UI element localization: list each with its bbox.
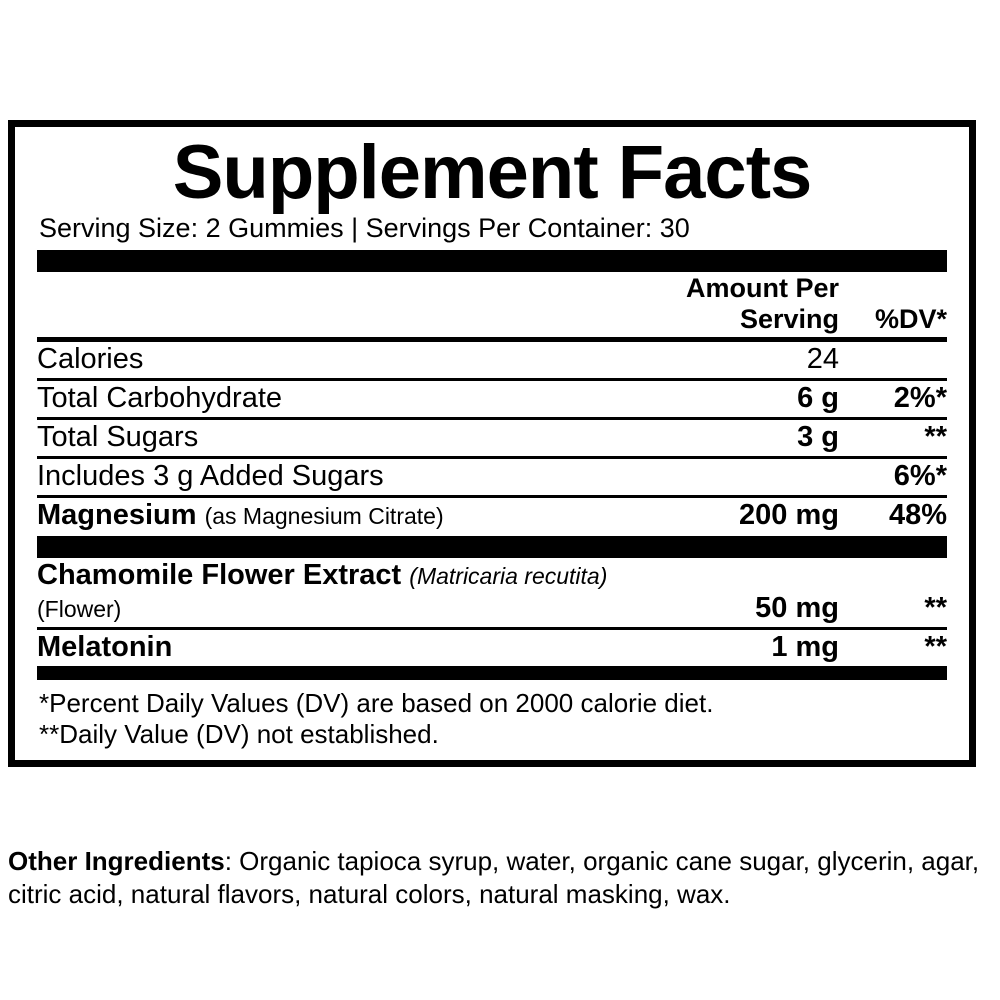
footnote-percent-dv: *Percent Daily Values (DV) are based on 2000 calorie diet. xyxy=(39,688,714,719)
row-dv: 48% xyxy=(839,497,947,535)
row-dv: 6%* xyxy=(839,458,947,497)
row-dv: 2%* xyxy=(839,380,947,419)
serving-size-line: Serving Size: 2 Gummies | Servings Per Container: 30 xyxy=(39,213,690,244)
row-dv: ** xyxy=(839,419,947,458)
other-ingredients-separator: : xyxy=(224,846,240,876)
divider-thick-middle xyxy=(37,536,947,558)
row-name: Chamomile Flower Extract (Matricaria recutita) (Flower) xyxy=(37,559,608,623)
footnotes xyxy=(39,688,947,749)
header-blank xyxy=(37,272,664,337)
table-row xyxy=(37,629,947,667)
row-amount: 1 mg xyxy=(664,629,839,667)
nutrition-rows-upper xyxy=(37,342,947,534)
table-row xyxy=(37,497,947,535)
divider-thick-bottom xyxy=(37,666,947,680)
row-dv: ** xyxy=(839,629,947,667)
divider-thick-top xyxy=(37,250,947,272)
supplement-facts-panel xyxy=(8,120,976,767)
other-ingredients-heading: Other Ingredients xyxy=(8,846,225,876)
row-amount: 6 g xyxy=(664,380,839,419)
other-ingredients-text: Organic tapioca syrup, water, organic cane sugar, glycerin, agar, citric acid, natural flavors, natural colors, natural masking, wax. xyxy=(8,846,980,909)
row-amount: 3 g xyxy=(664,419,839,458)
nutrition-table-upper xyxy=(37,272,947,337)
table-row xyxy=(37,558,947,629)
header-percent-dv: %DV* xyxy=(874,304,947,335)
table-row xyxy=(37,458,947,497)
table-header-row xyxy=(37,272,947,337)
row-amount: 200 mg xyxy=(664,497,839,535)
row-amount: 24 xyxy=(806,343,839,376)
row-amount: 50 mg xyxy=(755,592,839,625)
row-name: Melatonin xyxy=(37,629,664,667)
row-name: Total Sugars xyxy=(37,419,664,458)
header-amount-per-serving: Amount Per Serving xyxy=(685,273,839,335)
row-name: Includes 3 g Added Sugars xyxy=(37,458,664,497)
page-title: Supplement Facts xyxy=(172,130,812,215)
row-dv xyxy=(839,342,947,380)
other-ingredients xyxy=(8,845,988,910)
footnote-dv-not-established: **Daily Value (DV) not established. xyxy=(39,718,439,749)
table-row xyxy=(37,419,947,458)
table-row xyxy=(37,380,947,419)
row-name: Calories xyxy=(37,343,144,376)
table-row xyxy=(37,342,947,380)
row-dv: ** xyxy=(924,592,947,625)
row-amount xyxy=(664,458,839,497)
row-name: Magnesium (as Magnesium Citrate) xyxy=(37,497,664,535)
row-name: Total Carbohydrate xyxy=(37,380,664,419)
nutrition-rows-lower xyxy=(37,558,947,666)
